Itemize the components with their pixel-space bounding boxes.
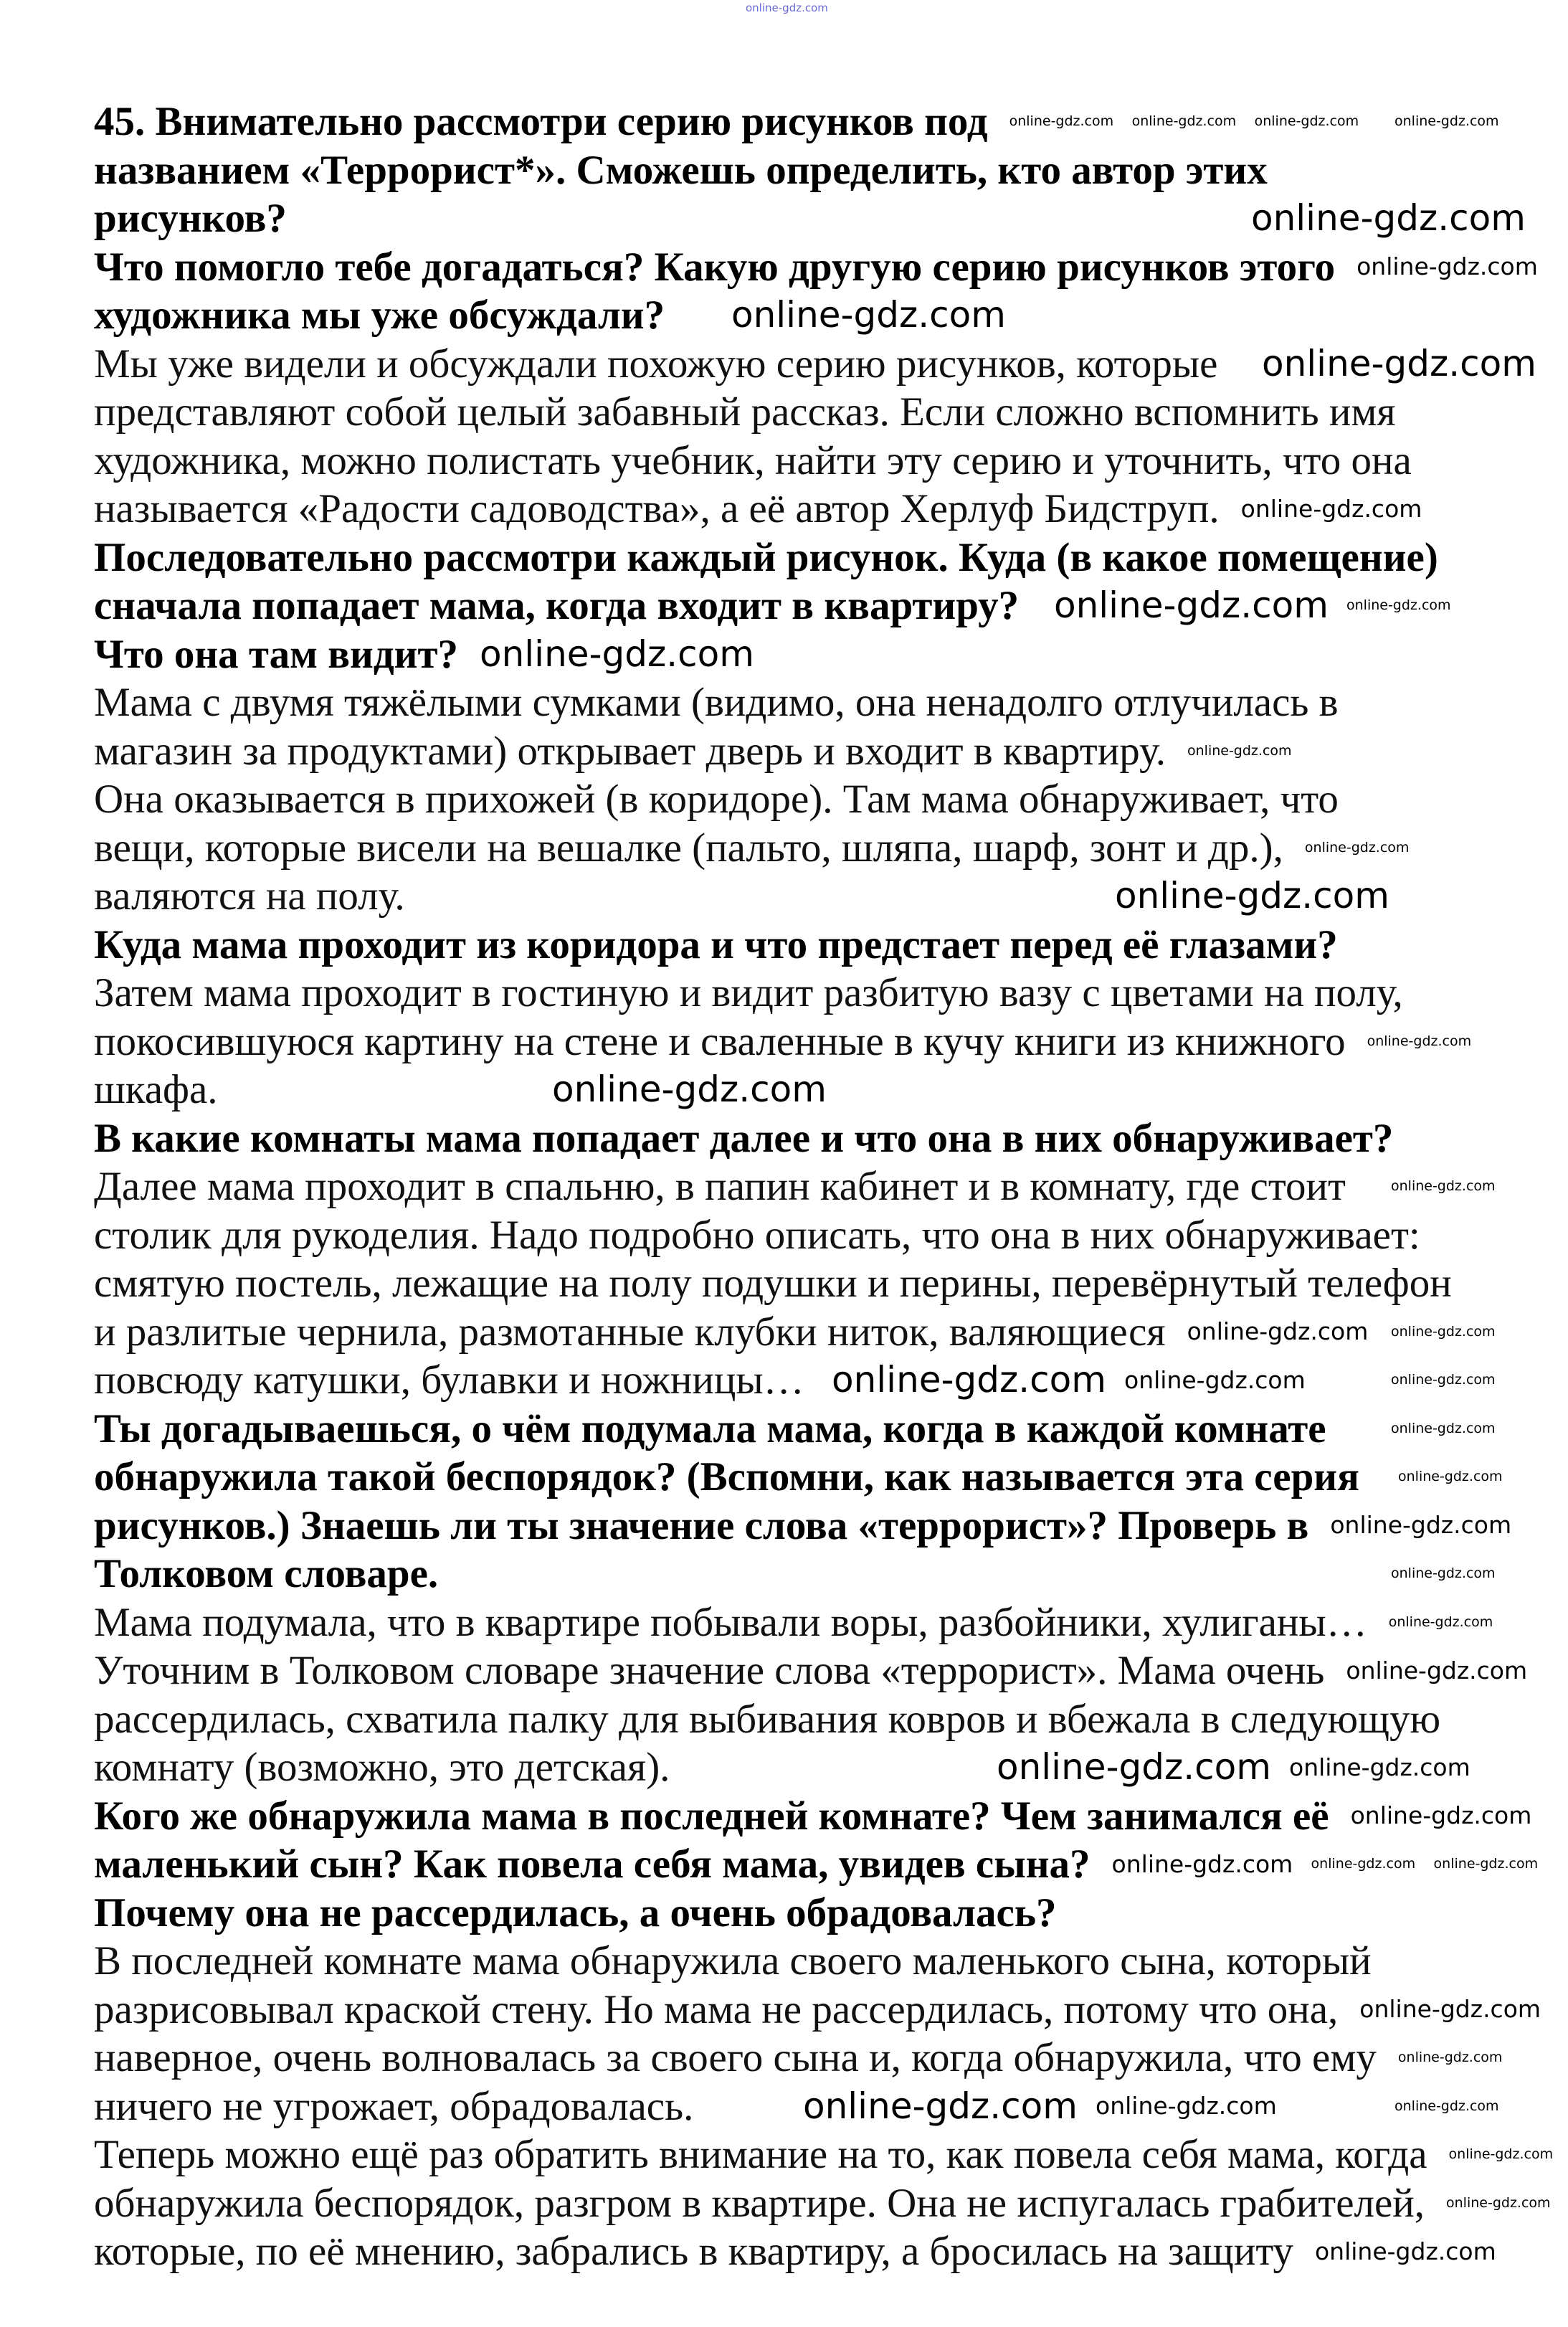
line-text: художника мы уже обсуждали? [94, 293, 665, 338]
line-text: Кого же обнаружила мама в последней комнате? Чем занимался её [94, 1793, 1329, 1839]
question-line [94, 630, 1557, 679]
line-text: повсюду катушки, булавки и ножницы… [94, 1357, 804, 1403]
question-line [94, 146, 1557, 195]
watermark-text: online-gdz.com [1433, 1856, 1539, 1872]
line-text: обнаружила беспорядок, разгром в квартире. Она не испугалась грабителей, [94, 2180, 1425, 2226]
line-text: Мама с двумя тяжёлыми сумками (видимо, она ненадолго отлучилась в [94, 680, 1339, 725]
line-text: комнату (возможно, это детская). [94, 1745, 670, 1790]
watermark-text: online-gdz.com [1187, 742, 1292, 759]
line-text: разрисовывал краской стену. Но мама не рассердилась, потому что она, [94, 1986, 1339, 2032]
line-text: покосившуюся картину на стене и сваленные в кучу книги из книжного [94, 1018, 1346, 1064]
line-text: Мама подумала, что в квартире побывали воры, разбойники, хулиганы… [94, 1599, 1367, 1645]
watermark-text: online-gdz.com [1394, 2098, 1499, 2114]
line-text: Ты догадываешься, о чём подумала мама, когда в каждой комнате [94, 1406, 1326, 1451]
answer-line [94, 2034, 1557, 2082]
line-text: шкафа. [94, 1067, 218, 1112]
watermark-text: online-gdz.com [1111, 1849, 1293, 1878]
watermark-text: online-gdz.com [832, 1359, 1106, 1401]
watermark-text: online-gdz.com [1124, 1365, 1306, 1394]
question-line [94, 243, 1557, 292]
watermark-text: online-gdz.com [1391, 1565, 1496, 1582]
answer-line [94, 2131, 1557, 2179]
watermark-text: online-gdz.com [1311, 1856, 1416, 1872]
watermark-text: online-gdz.com [1115, 875, 1389, 917]
question-line [94, 534, 1557, 582]
answer-line [94, 2179, 1557, 2228]
line-text: Далее мама проходит в спальню, в папин кабинет и в комнату, где стоит [94, 1164, 1346, 1209]
watermark-text: online-gdz.com [480, 632, 754, 675]
line-text: 45. Внимательно рассмотри серию рисунков под [94, 99, 988, 144]
line-text: В последней комнате мама обнаружила своего маленького сына, который [94, 1938, 1372, 1984]
line-text: Затем мама проходит в гостиную и видит разбитую вазу с цветами на полу, [94, 970, 1403, 1015]
watermark-text: online-gdz.com [1251, 197, 1526, 240]
line-text: которые, по её мнению, забрались в квартиру, а бросилась на защиту [94, 2229, 1293, 2274]
line-text: смятую постель, лежащие на полу подушки и перины, перевёрнутый телефон [94, 1261, 1452, 1306]
question-line [94, 1792, 1557, 1841]
line-text: вещи, которые висели на вешалке (пальто, шляпа, шарф, зонт и др.), [94, 825, 1283, 871]
watermark-text: online-gdz.com [1391, 1323, 1496, 1340]
line-text: Что помогло тебе догадаться? Какую другую серию рисунков этого [94, 244, 1336, 290]
line-text: Уточним в Толковом словаре значение слова «террорист». Мама очень [94, 1648, 1325, 1693]
watermark-text: online-gdz.com [803, 2085, 1078, 2127]
watermark-text: online-gdz.com [552, 1068, 827, 1111]
watermark-text: online-gdz.com [1254, 113, 1359, 130]
watermark-text: online-gdz.com [1314, 2237, 1496, 2265]
watermark-text: online-gdz.com [1009, 113, 1114, 130]
line-text: Куда мама проходит из коридора и что предстает перед её глазами? [94, 921, 1338, 967]
watermark-text: online-gdz.com [1397, 2049, 1503, 2066]
watermark-text: online-gdz.com [1096, 2092, 1277, 2120]
answer-line [94, 1695, 1557, 1744]
line-text: художника, можно полистать учебник, найти эту серию и уточнить, что она [94, 437, 1412, 483]
line-text: представляют собой целый забавный рассказ. Если сложно вспомнить имя [94, 389, 1396, 435]
watermark-text: online-gdz.com [1346, 597, 1451, 614]
watermark-text: online-gdz.com [731, 294, 1006, 336]
answer-line [94, 1018, 1557, 1066]
question-line [94, 1453, 1557, 1502]
watermark-text: online-gdz.com [1398, 1469, 1503, 1485]
line-text: Почему она не рассердилась, а очень обрадовалась? [94, 1890, 1057, 1935]
answer-line [94, 775, 1557, 824]
line-text: рисунков.) Знаешь ли ты значение слова «террорист»? Проверь в [94, 1502, 1309, 1548]
watermark-text: online-gdz.com [1356, 252, 1538, 281]
line-text: В какие комнаты мама попадает далее и что она в них обнаруживает? [94, 1115, 1394, 1161]
answer-line [94, 1356, 1557, 1405]
watermark-text: online-gdz.com [1359, 1995, 1541, 2024]
question-line [94, 582, 1557, 630]
line-text: рассердилась, схватила палку для выбивания ковров и вбежала в следующую [94, 1696, 1441, 1742]
watermark-text: online-gdz.com [1240, 494, 1422, 523]
watermark-text: online-gdz.com [1448, 2146, 1554, 2163]
answer-line [94, 1598, 1557, 1647]
line-text: ничего не угрожает, обрадовалась. [94, 2083, 694, 2129]
line-text: Она оказывается в прихожей (в коридоре). Там мама обнаруживает, что [94, 777, 1339, 822]
watermark-text: online-gdz.com [1054, 584, 1329, 627]
question-line [94, 921, 1557, 970]
line-text: Что она там видит? [94, 631, 458, 677]
watermark-text: online-gdz.com [1289, 1753, 1470, 1781]
watermark-text: online-gdz.com [1330, 1511, 1512, 1540]
watermark-text: online-gdz.com [997, 1746, 1271, 1788]
answer-line [94, 969, 1557, 1018]
watermark-text: online-gdz.com [1350, 1801, 1532, 1830]
watermark-text: online-gdz.com [1304, 839, 1410, 856]
answer-line [94, 437, 1557, 485]
line-text: Толковом словаре. [94, 1551, 439, 1596]
watermark-text: online-gdz.com [1346, 1656, 1528, 1684]
answer-line [94, 727, 1557, 776]
watermark-text: online-gdz.com [1131, 113, 1237, 130]
watermark-text: online-gdz.com [1391, 1420, 1496, 1436]
document-text [94, 98, 1557, 2276]
line-text: Мы уже видели и обсуждали похожую серию рисунков, которые [94, 341, 1218, 387]
answer-line [94, 678, 1557, 727]
line-text: названием «Террорист*». Сможешь определить, кто автор этих [94, 147, 1268, 193]
watermark-text: online-gdz.com [1187, 1317, 1369, 1346]
line-text: обнаружила такой беспорядок? (Вспомни, как называется эта серия [94, 1454, 1359, 1499]
question-line [94, 1550, 1557, 1598]
question-line [94, 1114, 1557, 1163]
watermark-text: online-gdz.com [1367, 1033, 1472, 1049]
line-text: столик для рукоделия. Надо подробно описать, что она в них обнаруживает: [94, 1212, 1420, 1258]
line-text: наверное, очень волновалась за своего сына и, когда обнаружила, что ему [94, 2035, 1377, 2080]
answer-line [94, 1937, 1557, 1986]
line-text: называется «Радости садоводства», а её автор Херлуф Бидструп. [94, 486, 1220, 531]
line-text: Теперь можно ещё раз обратить внимание на то, как повела себя мама, когда [94, 2132, 1427, 2177]
watermark-text: online-gdz.com [1391, 1178, 1496, 1195]
question-line [94, 1405, 1557, 1454]
answer-line [94, 1211, 1557, 1260]
answer-line [94, 1646, 1557, 1695]
header-watermark: online-gdz.com [746, 1, 828, 14]
answer-line [94, 388, 1557, 437]
watermark-text: online-gdz.com [1388, 1613, 1493, 1630]
line-text: Последовательно рассмотри каждый рисунок. Куда (в какое помещение) [94, 534, 1438, 580]
line-text: сначала попадает мама, когда входит в квартиру? [94, 583, 1020, 628]
watermark-text: online-gdz.com [1391, 1372, 1496, 1388]
line-text: магазин за продуктами) открывает дверь и входит в квартиру. [94, 728, 1166, 774]
watermark-text: online-gdz.com [1262, 342, 1536, 384]
line-text: валяются на полу. [94, 873, 405, 919]
line-text: рисунков? [94, 196, 287, 241]
answer-line [94, 1986, 1557, 2034]
watermark-text: online-gdz.com [1446, 2194, 1551, 2211]
watermark-text: online-gdz.com [1394, 113, 1499, 130]
question-line [94, 1889, 1557, 1938]
line-text: и разлитые чернила, размотанные клубки ниток, валяющиеся [94, 1309, 1166, 1355]
line-text: маленький сын? Как повела себя мама, увидев сына? [94, 1842, 1091, 1887]
answer-line [94, 1259, 1557, 1308]
answer-line [94, 1162, 1557, 1211]
